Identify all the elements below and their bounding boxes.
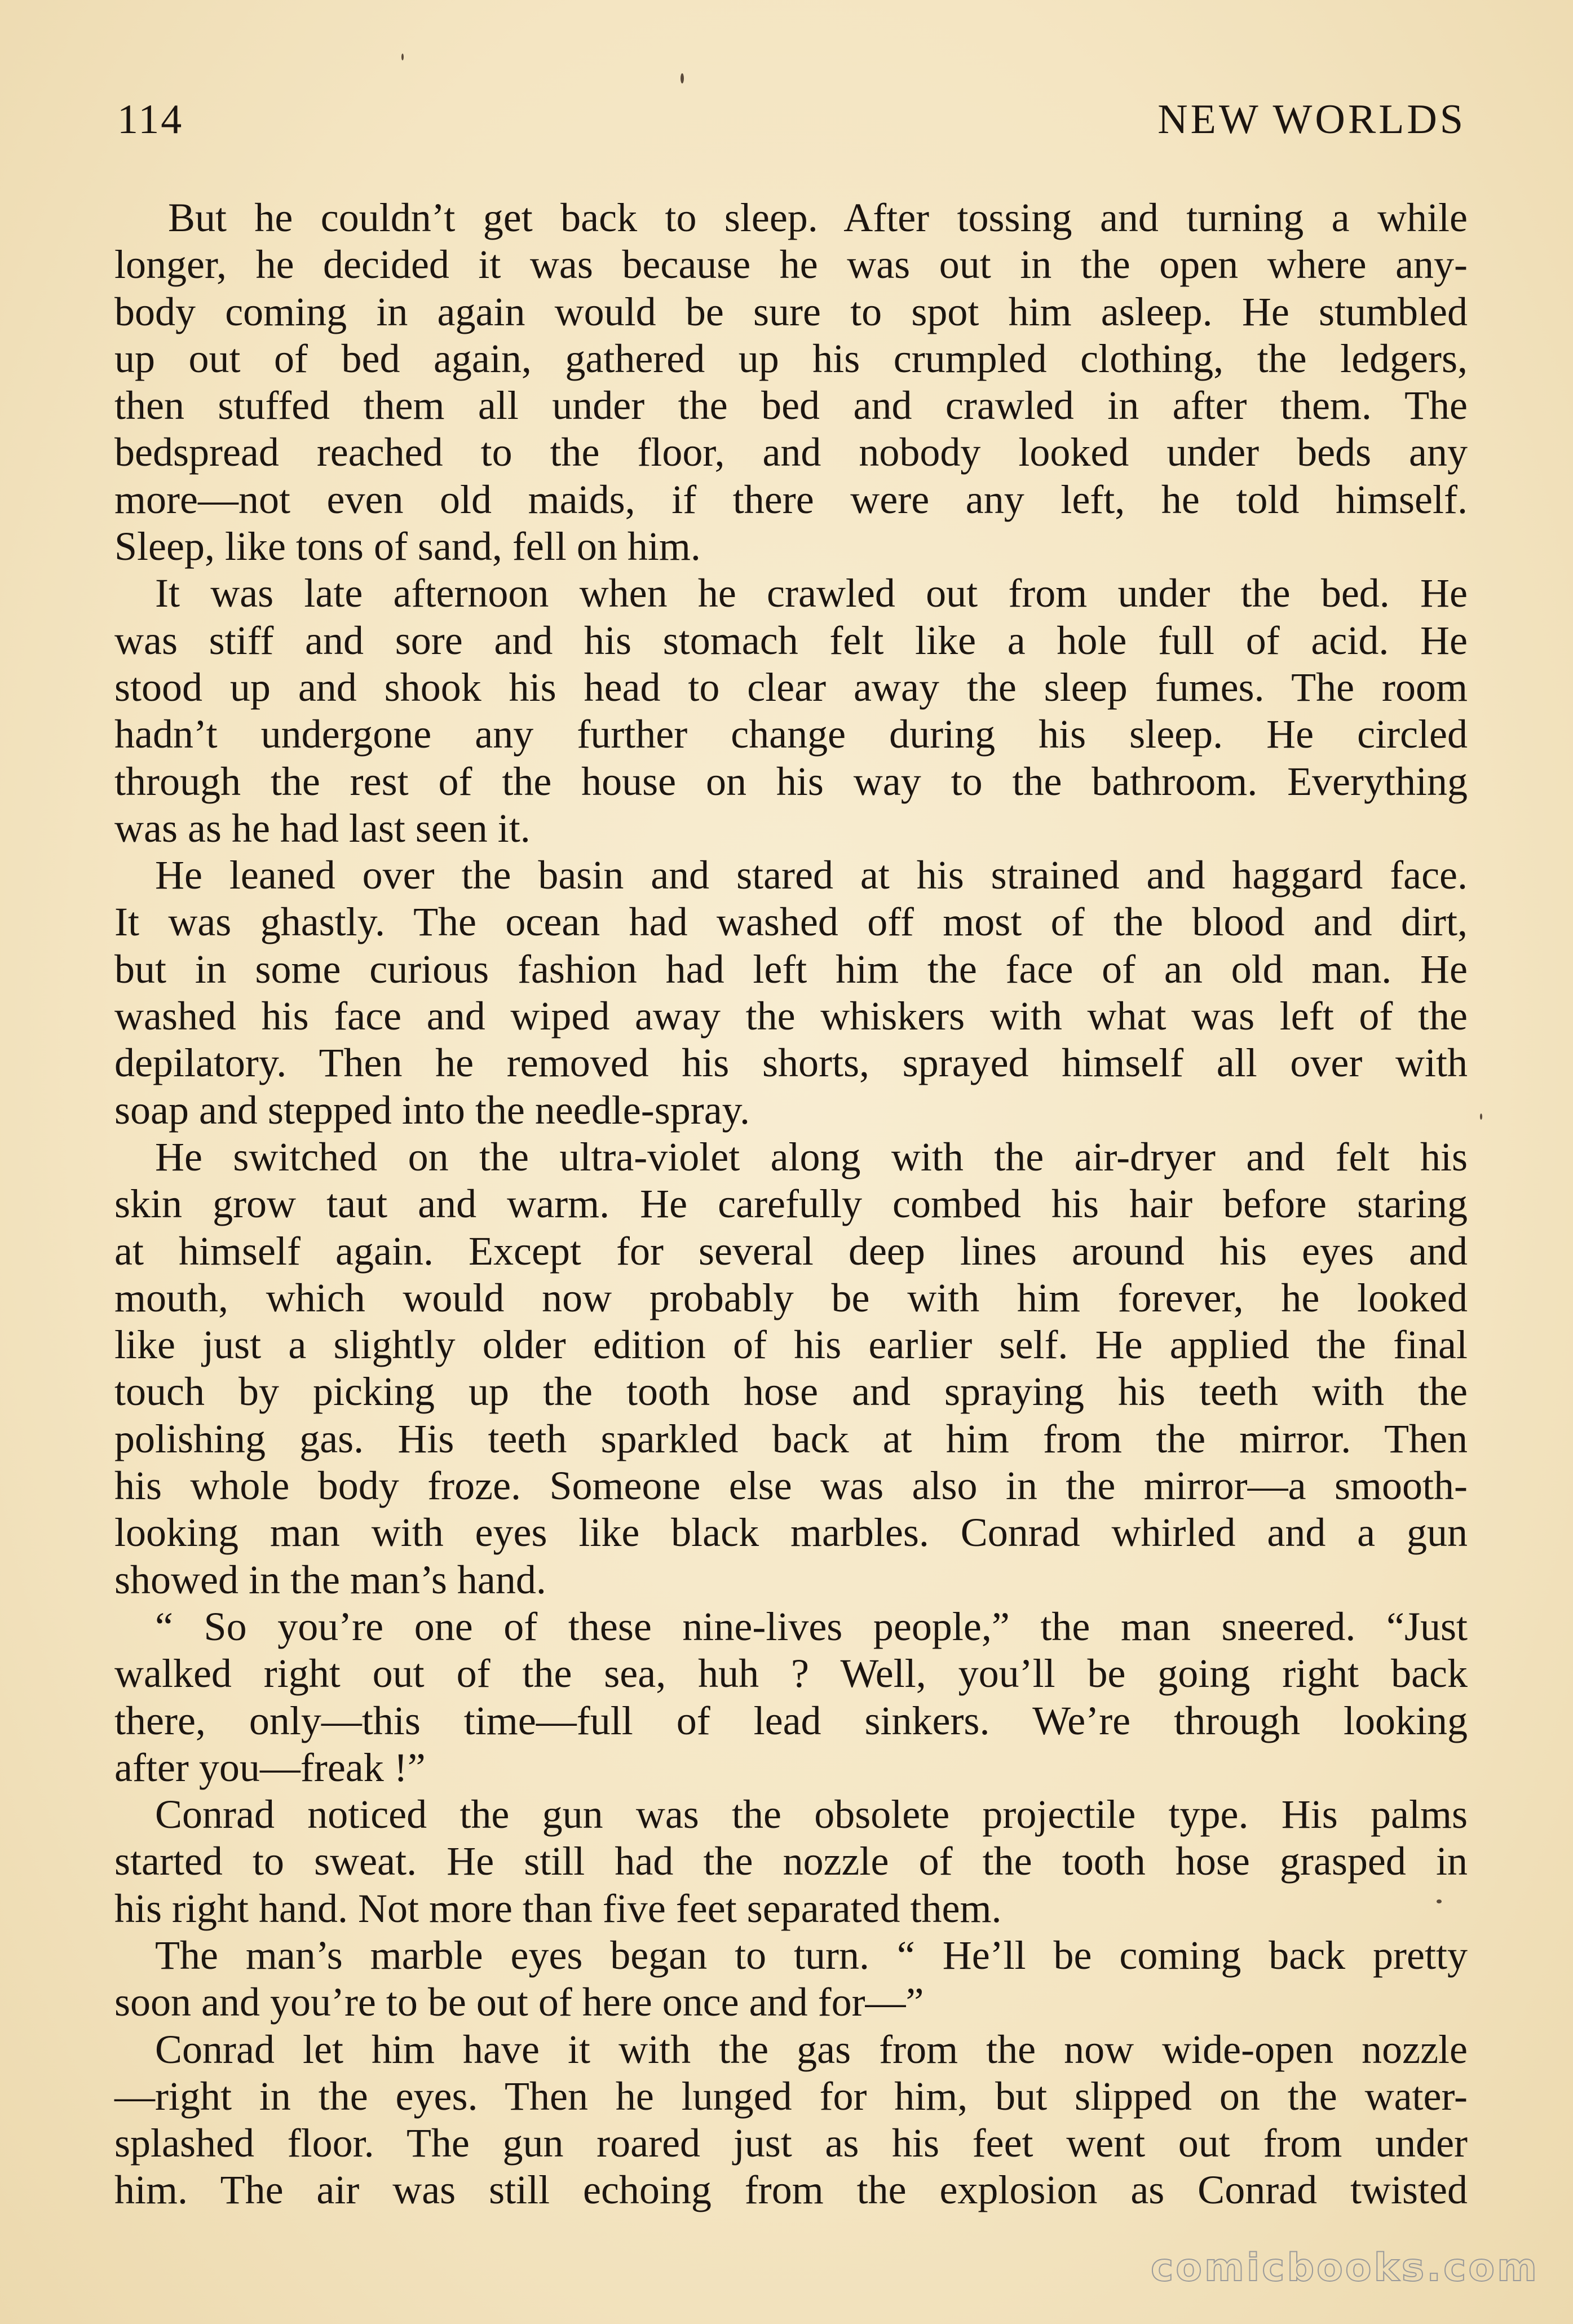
text-line: him. The air was still echoing from the explosion as Conrad twisted bbox=[114, 2167, 1468, 2213]
text-line: walked right out of the sea, huh ? Well, you’ll be going right back bbox=[114, 1651, 1468, 1696]
text-line: Conrad noticed the gun was the obsolete projectile type. His palms bbox=[155, 1792, 1468, 1837]
text-line: like just a slightly older edition of his earlier self. He applied the final bbox=[114, 1322, 1468, 1368]
text-line: depilatory. Then he removed his shorts, sprayed himself all over with bbox=[114, 1040, 1468, 1086]
text-line: then stuffed them all under the bed and crawled in after them. The bbox=[114, 383, 1468, 428]
text-line: —right in the eyes. Then he lunged for him, but slipped on the water- bbox=[114, 2073, 1468, 2119]
page-number: 114 bbox=[117, 96, 184, 143]
watermark: comicbooks.com bbox=[1150, 2246, 1539, 2290]
text-line: body coming in again would be sure to spot him asleep. He stumbled bbox=[114, 289, 1468, 334]
text-line: was as he had last seen it. bbox=[114, 805, 531, 851]
text-line: It was late afternoon when he crawled out from under the bed. He bbox=[155, 571, 1468, 616]
text-line: stood up and shook his head to clear away the sleep fumes. The room bbox=[114, 664, 1468, 710]
body-text bbox=[114, 195, 1468, 2214]
text-line: hadn’t undergone any further change during his sleep. He circled bbox=[114, 712, 1468, 757]
paragraph bbox=[114, 1134, 1468, 1603]
text-line: at himself again. Except for several deep lines around his eyes and bbox=[114, 1228, 1468, 1274]
paper-speck bbox=[1480, 1114, 1482, 1120]
text-line: but in some curious fashion had left him the face of an old man. He bbox=[114, 946, 1468, 992]
text-line: soap and stepped into the needle-spray. bbox=[114, 1087, 750, 1133]
text-line: It was ghastly. The ocean had washed off most of the blood and dirt, bbox=[114, 899, 1468, 945]
text-line: touch by picking up the tooth hose and spraying his teeth with the bbox=[114, 1369, 1468, 1415]
text-line: mouth, which would now probably be with him forever, he looked bbox=[114, 1275, 1468, 1320]
text-line: started to sweat. He still had the nozzle of the tooth hose grasped in bbox=[114, 1839, 1468, 1884]
paragraph bbox=[114, 1932, 1468, 2026]
paragraph bbox=[114, 852, 1468, 1134]
text-line: showed in the man’s hand. bbox=[114, 1557, 546, 1602]
paragraph bbox=[114, 2026, 1468, 2214]
text-line: Conrad let him have it with the gas from the now wide-open nozzle bbox=[155, 2026, 1468, 2072]
text-line: up out of bed again, gathered up his crumpled clothing, the ledgers, bbox=[114, 335, 1468, 381]
text-line: looking man with eyes like black marbles. Conrad whirled and a gun bbox=[114, 1510, 1468, 1556]
paragraph bbox=[114, 570, 1468, 852]
paper-speck bbox=[1437, 1899, 1442, 1903]
paper-speck bbox=[681, 73, 684, 83]
running-head: NEW WORLDS bbox=[1157, 96, 1466, 143]
text-line: his whole body froze. Someone else was also in the mirror—a smooth- bbox=[114, 1463, 1468, 1509]
text-line: washed his face and wiped away the whiskers with what was left of the bbox=[114, 993, 1468, 1039]
text-line: “ So you’re one of these nine-lives people,” the man sneered. “Just bbox=[155, 1603, 1468, 1649]
paragraph bbox=[114, 1603, 1468, 1791]
text-line: bedspread reached to the floor, and nobody looked under beds any bbox=[114, 430, 1468, 475]
text-line: The man’s marble eyes began to turn. “ He’ll be coming back pretty bbox=[155, 1932, 1468, 1978]
text-line: But he couldn’t get back to sleep. After tossing and turning a while bbox=[168, 195, 1468, 240]
text-line: his right hand. Not more than five feet separated them. bbox=[114, 1885, 1002, 1931]
text-line: splashed floor. The gun roared just as his feet went out from under bbox=[114, 2120, 1468, 2166]
text-line: skin grow taut and warm. He carefully combed his hair before staring bbox=[114, 1181, 1468, 1227]
text-line: more—not even old maids, if there were any left, he told himself. bbox=[114, 476, 1468, 522]
text-line: through the rest of the house on his way to the bathroom. Everything bbox=[114, 758, 1468, 804]
text-line: soon and you’re to be out of here once and for—” bbox=[114, 1980, 924, 2025]
text-line: after you—freak !” bbox=[114, 1744, 426, 1790]
text-line: He switched on the ultra-violet along with the air-dryer and felt his bbox=[155, 1134, 1468, 1179]
text-line: polishing gas. His teeth sparkled back at him from the mirror. Then bbox=[114, 1416, 1468, 1461]
text-line: longer, he decided it was because he was out in the open where any- bbox=[114, 242, 1468, 288]
text-line: He leaned over the basin and stared at his strained and haggard face. bbox=[155, 852, 1468, 898]
paragraph bbox=[114, 195, 1468, 570]
text-line: there, only—this time—full of lead sinkers. We’re through looking bbox=[114, 1698, 1468, 1743]
text-line: Sleep, like tons of sand, fell on him. bbox=[114, 524, 701, 569]
paragraph bbox=[114, 1791, 1468, 1932]
paper-speck bbox=[401, 54, 404, 60]
text-line: was stiff and sore and his stomach felt like a hole full of acid. He bbox=[114, 617, 1468, 663]
page-header bbox=[117, 96, 1466, 158]
